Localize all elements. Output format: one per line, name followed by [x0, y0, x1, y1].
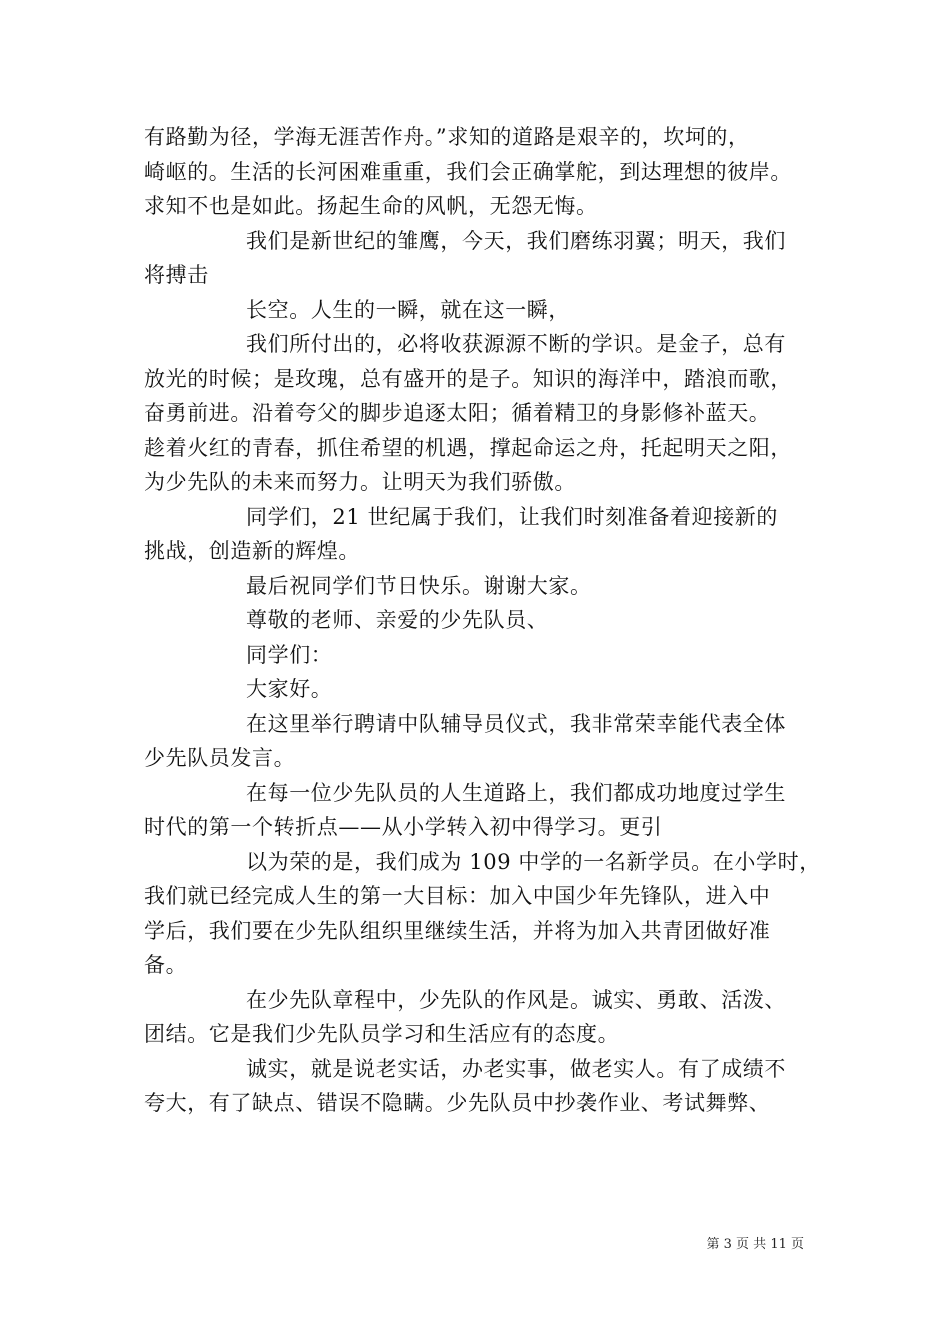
text-line: 团结。它是我们少先队员学习和生活应有的态度。 [144, 1022, 620, 1046]
text-line: 我们所付出的，必将收获源源不断的学识。是金子，总有 [246, 332, 786, 356]
page-number-footer: 第 3 页 共 11 页 [706, 1237, 804, 1252]
text-line: 大家好。 [246, 677, 333, 701]
text-line: 奋勇前进。沿着夸父的脚步追逐太阳；循着精卫的身影修补蓝天。 [144, 401, 771, 425]
text-line: 在这里举行聘请中队辅导员仪式，我非常荣幸能代表全体 [246, 711, 786, 736]
text-line: 同学们： [246, 642, 333, 667]
text-line: 崎岖的。生活的长河困难重重，我们会正确掌舵，到达理想的彼岸。 [144, 159, 792, 184]
text-line: 趁着火红的青春，抓住希望的机遇，撑起命运之舟，托起明天之阳， [144, 435, 792, 460]
text-line: 在每一位少先队员的人生道路上，我们都成功地度过学生 [246, 780, 786, 805]
text-line: 长空。人生的一瞬，就在这一瞬， [246, 297, 570, 322]
text-line: 求知不也是如此。扬起生命的风帆，无怨无悔。 [144, 194, 598, 218]
text-line: 放光的时候；是玫瑰，总有盛开的是子。知识的海洋中，踏浪而歌， [144, 366, 792, 391]
document-body [144, 120, 821, 1121]
text-line: 备。 [144, 953, 188, 977]
text-line: 将搏击 [144, 263, 209, 287]
text-line: 以为荣的是，我们成为 109 中学的一名新学员。在小学时， [246, 849, 821, 874]
text-line: 为少先队的未来而努力。让明天为我们骄傲。 [144, 470, 576, 494]
text-line: 尊敬的老师、亲爱的少先队员、 [246, 608, 549, 632]
text-line: 挑战，创造新的辉煌。 [144, 539, 360, 563]
text-line: 学后，我们要在少先队组织里继续生活，并将为加入共青团做好准 [144, 918, 771, 943]
text-line: 有路勤为径，学海无涯苦作舟。”求知的道路是艰辛的，坎坷的， [144, 125, 750, 149]
text-line: 同学们，21 世纪属于我们，让我们时刻准备着迎接新的 [246, 504, 778, 529]
text-line: 在少先队章程中，少先队的作风是。诚实、勇敢、活泼、 [246, 987, 786, 1012]
text-line: 我们就已经完成人生的第一大目标：加入中国少年先锋队，进入中 [144, 884, 771, 908]
text-line: 夸大，有了缺点、错误不隐瞒。少先队员中抄袭作业、考试舞弊、 [144, 1091, 771, 1115]
text-line: 时代的第一个转折点——从小学转入初中得学习。更引 [144, 815, 663, 839]
text-line: 最后祝同学们节日快乐。谢谢大家。 [246, 573, 592, 598]
text-line: 诚实，就是说老实话，办老实事，做老实人。有了成绩不 [246, 1056, 786, 1081]
text-line: 我们是新世纪的雏鹰，今天，我们磨练羽翼；明天，我们 [246, 228, 786, 253]
text-line: 少先队员发言。 [144, 746, 296, 770]
